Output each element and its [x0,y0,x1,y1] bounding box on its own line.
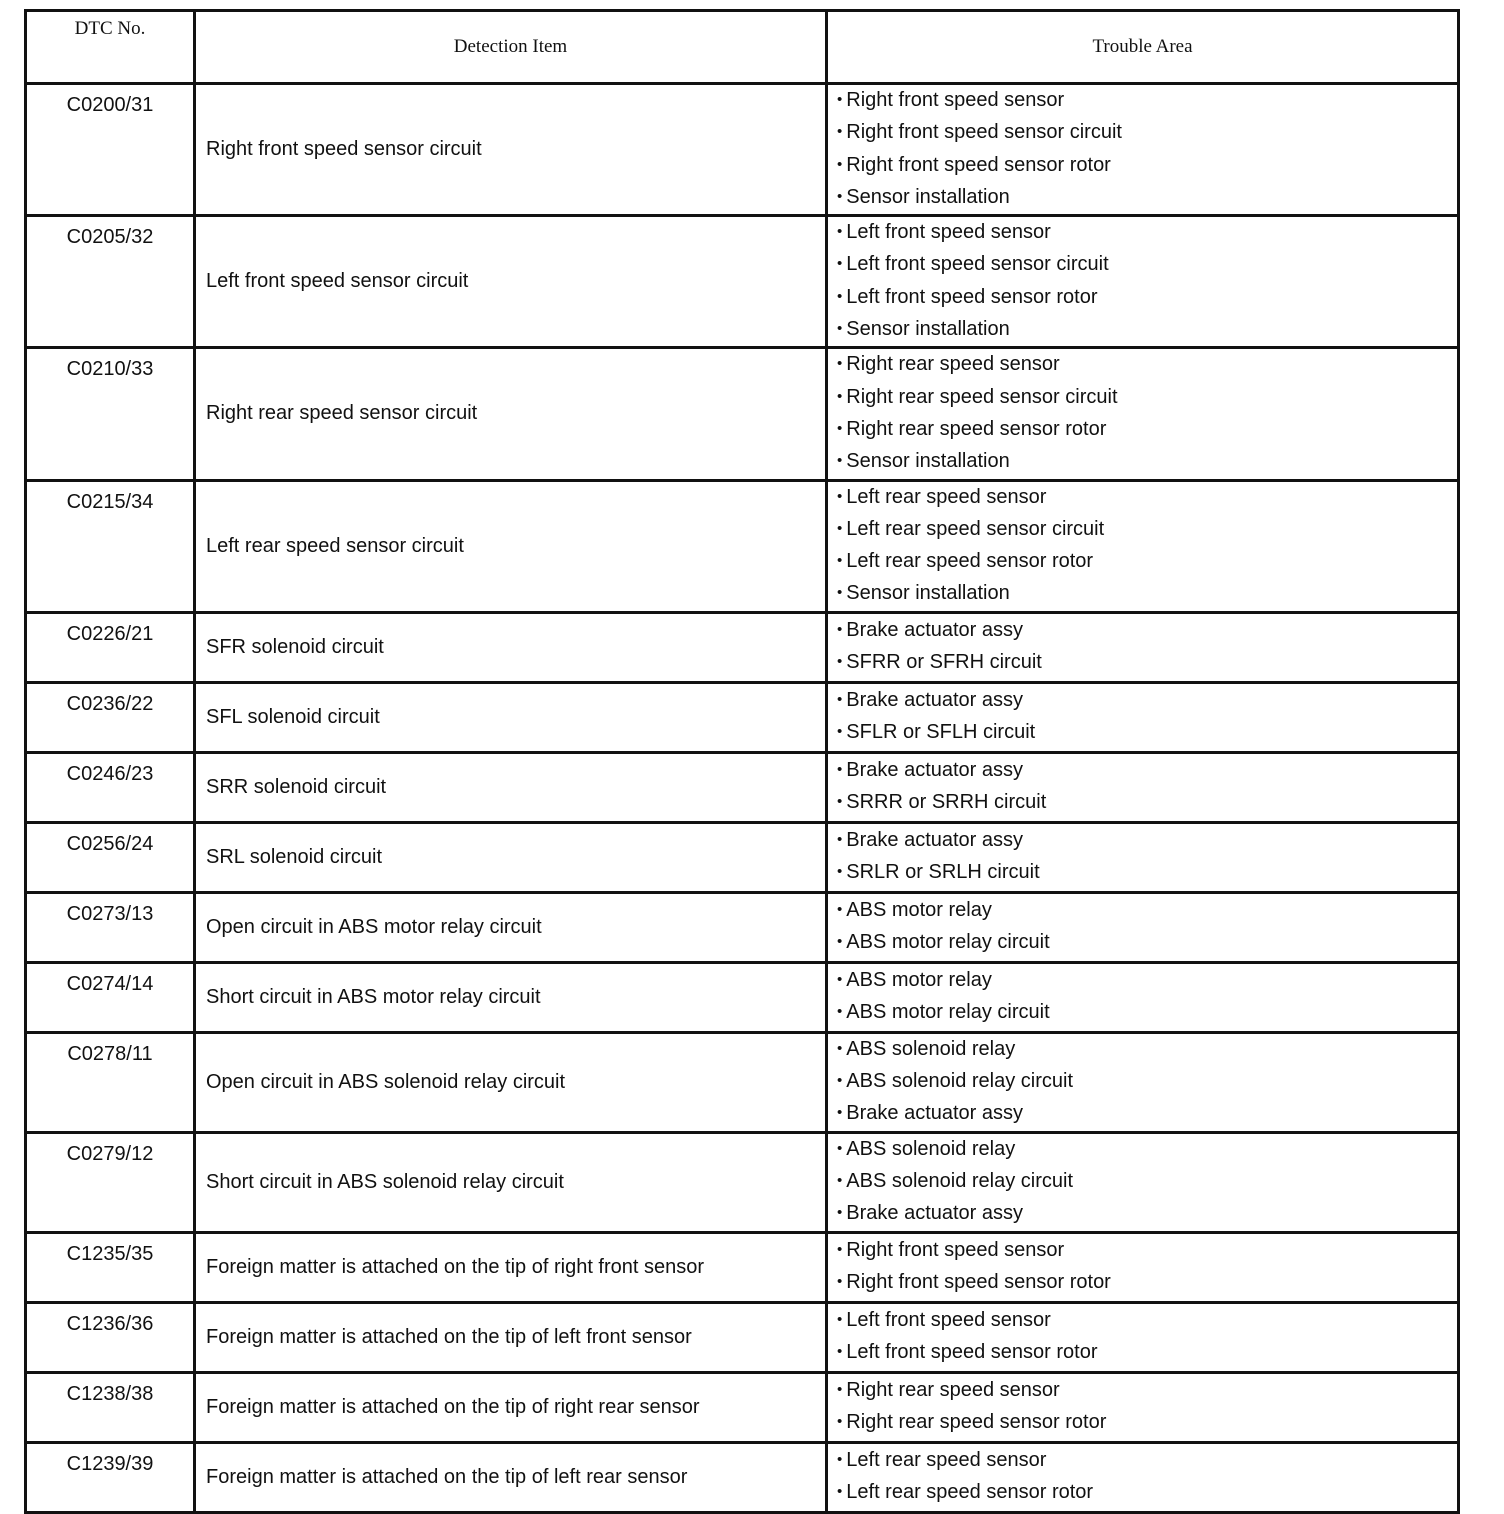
table-row [26,348,1459,480]
dtc-code: C0215/34 [26,480,195,612]
detection-item: Left front speed sensor circuit [195,216,827,348]
dtc-code: C0274/14 [26,962,195,1032]
trouble-area-text: Right rear speed sensor [846,1378,1060,1401]
trouble-area-text: SRRR or SRRH circuit [846,791,1047,814]
bullet-icon: • [837,187,843,205]
detection-item: Right front speed sensor circuit [195,84,827,216]
bullet-icon: • [837,690,843,708]
bullet-icon: • [837,1380,843,1398]
trouble-area-text: Left rear speed sensor circuit [846,517,1105,540]
trouble-area-item [837,1267,1457,1299]
trouble-area-item [837,482,1457,514]
trouble-area-item [837,717,1457,749]
bullet-icon: • [837,1450,843,1468]
dtc-code: C1235/35 [26,1232,195,1302]
trouble-area [827,1302,1459,1372]
trouble-area-text: ABS motor relay [846,898,992,921]
detection-item: Short circuit in ABS solenoid relay circuit [195,1132,827,1232]
bullet-icon: • [837,320,843,338]
trouble-area-text: Left front speed sensor rotor [846,1341,1098,1364]
trouble-area-item [837,1034,1457,1066]
table-row [26,1132,1459,1232]
trouble-area-item [837,182,1457,214]
trouble-area-item [837,546,1457,578]
trouble-area-item [837,787,1457,819]
detection-item: SFR solenoid circuit [195,612,827,682]
dtc-code: C0246/23 [26,752,195,822]
dtc-code: C0256/24 [26,822,195,892]
table-row [26,612,1459,682]
dtc-code: C0205/32 [26,216,195,348]
table-row [26,216,1459,348]
trouble-area-item [837,857,1457,889]
trouble-area [827,216,1459,348]
trouble-area-text: Left rear speed sensor [846,485,1047,508]
bullet-icon: • [837,793,843,811]
bullet-icon: • [837,863,843,881]
bullet-icon: • [837,584,843,602]
table-row [26,1372,1459,1442]
trouble-area-item [837,927,1457,959]
trouble-area-text: Left front speed sensor [846,1308,1051,1331]
trouble-area-text: Right front speed sensor circuit [846,121,1122,144]
trouble-area [827,892,1459,962]
dtc-code: C1236/36 [26,1302,195,1372]
dtc-code: C1238/38 [26,1372,195,1442]
trouble-area-text: Left rear speed sensor [846,1448,1047,1471]
trouble-area-text: SRLR or SRLH circuit [846,861,1040,884]
dtc-table [24,9,1460,1514]
trouble-area-item [837,1198,1457,1230]
table-row [26,682,1459,752]
dtc-code: C0279/12 [26,1132,195,1232]
bullet-icon: • [837,1483,843,1501]
bullet-icon: • [837,1139,843,1157]
header-trouble-area: Trouble Area [827,11,1459,84]
bullet-icon: • [837,355,843,373]
table-row [26,1232,1459,1302]
trouble-area-item [837,382,1457,414]
table-row [26,1302,1459,1372]
trouble-area-text: Right front speed sensor rotor [846,1271,1111,1294]
bullet-icon: • [837,1171,843,1189]
trouble-area-item [837,414,1457,446]
trouble-area-item [837,514,1457,546]
bullet-icon: • [837,223,843,241]
trouble-area-item [837,1337,1457,1369]
table-row [26,1442,1459,1512]
table-row [26,892,1459,962]
dtc-code: C0210/33 [26,348,195,480]
trouble-area-text: Sensor installation [846,318,1010,341]
trouble-area-text: Sensor installation [846,582,1010,605]
trouble-area [827,1442,1459,1512]
trouble-area-text: Left front speed sensor rotor [846,285,1098,308]
trouble-area-text: ABS solenoid relay [846,1037,1016,1060]
bullet-icon: • [837,900,843,918]
bullet-icon: • [837,1003,843,1021]
trouble-area-text: ABS solenoid relay circuit [846,1070,1074,1093]
bullet-icon: • [837,1310,843,1328]
bullet-icon: • [837,760,843,778]
dtc-code: C0273/13 [26,892,195,962]
bullet-icon: • [837,620,843,638]
trouble-area-item [837,997,1457,1029]
trouble-area-text: ABS solenoid relay [846,1137,1016,1160]
trouble-area [827,480,1459,612]
detection-item: Open circuit in ABS motor relay circuit [195,892,827,962]
dtc-code: C0226/21 [26,612,195,682]
trouble-area-item [837,1407,1457,1439]
bullet-icon: • [837,1204,843,1222]
bullet-icon: • [837,1072,843,1090]
bullet-icon: • [837,970,843,988]
detection-item: Left rear speed sensor circuit [195,480,827,612]
bullet-icon: • [837,1240,843,1258]
trouble-area-item [837,446,1457,478]
trouble-area-text: Brake actuator assy [846,688,1024,711]
bullet-icon: • [837,552,843,570]
table-row [26,84,1459,216]
detection-item: Short circuit in ABS motor relay circuit [195,962,827,1032]
bullet-icon: • [837,452,843,470]
trouble-area-item [837,282,1457,314]
table-row [26,962,1459,1032]
detection-item: Right rear speed sensor circuit [195,348,827,480]
trouble-area-text: Sensor installation [846,185,1010,208]
dtc-code: C0200/31 [26,84,195,216]
trouble-area-item [837,647,1457,679]
trouble-area-text: Right rear speed sensor [846,353,1060,376]
trouble-area [827,752,1459,822]
trouble-area-text: Left rear speed sensor rotor [846,1481,1094,1504]
table-row [26,752,1459,822]
trouble-area-text: Brake actuator assy [846,1102,1024,1125]
trouble-area [827,84,1459,216]
trouble-area [827,1032,1459,1132]
bullet-icon: • [837,287,843,305]
trouble-area-item [837,825,1457,857]
detection-item: Foreign matter is attached on the tip of right rear sensor [195,1372,827,1442]
trouble-area-text: ABS motor relay [846,968,992,991]
trouble-area-text: ABS motor relay circuit [846,931,1050,954]
bullet-icon: • [837,255,843,273]
bullet-icon: • [837,1039,843,1057]
trouble-area [827,1372,1459,1442]
bullet-icon: • [837,1104,843,1122]
trouble-area-item [837,1166,1457,1198]
bullet-icon: • [837,519,843,537]
trouble-area [827,348,1459,480]
trouble-area-text: ABS motor relay circuit [846,1001,1050,1024]
trouble-area-text: SFRR or SFRH circuit [846,651,1042,674]
trouble-area [827,612,1459,682]
bullet-icon: • [837,653,843,671]
trouble-area-item [837,217,1457,249]
trouble-area-text: ABS solenoid relay circuit [846,1169,1074,1192]
bullet-icon: • [837,933,843,951]
trouble-area-item [837,1477,1457,1509]
bullet-icon: • [837,1273,843,1291]
detection-item: SRR solenoid circuit [195,752,827,822]
trouble-area-text: Left front speed sensor [846,221,1051,244]
trouble-area [827,822,1459,892]
bullet-icon: • [837,387,843,405]
trouble-area-text: Left front speed sensor circuit [846,253,1109,276]
trouble-area-text: Right rear speed sensor rotor [846,1411,1107,1434]
bullet-icon: • [837,487,843,505]
dtc-code: C0236/22 [26,682,195,752]
trouble-area [827,962,1459,1032]
trouble-area-text: Right front speed sensor rotor [846,153,1111,176]
trouble-area-text: Brake actuator assy [846,618,1024,641]
bullet-icon: • [837,723,843,741]
trouble-area-item [837,117,1457,149]
trouble-area-item [837,755,1457,787]
table-body [26,84,1459,1513]
bullet-icon: • [837,1413,843,1431]
bullet-icon: • [837,123,843,141]
trouble-area-item [837,1305,1457,1337]
bullet-icon: • [837,91,843,108]
trouble-area-text: Right rear speed sensor circuit [846,385,1118,408]
bullet-icon: • [837,419,843,437]
header-dtc-no: DTC No. [26,11,195,84]
detection-item: Foreign matter is attached on the tip of left front sensor [195,1302,827,1372]
header-detection-item: Detection Item [195,11,827,84]
trouble-area-item [837,150,1457,182]
trouble-area-item [837,349,1457,381]
trouble-area-item [837,85,1457,117]
trouble-area-item [837,615,1457,647]
trouble-area-text: Right front speed sensor [846,1238,1065,1261]
table-row [26,1032,1459,1132]
trouble-area [827,1132,1459,1232]
trouble-area [827,1232,1459,1302]
table-row [26,480,1459,612]
trouble-area-text: Right rear speed sensor rotor [846,417,1107,440]
dtc-code: C1239/39 [26,1442,195,1512]
trouble-area-item [837,1066,1457,1098]
detection-item: SFL solenoid circuit [195,682,827,752]
trouble-area-item [837,578,1457,610]
trouble-area-text: Brake actuator assy [846,1202,1024,1225]
trouble-area [827,682,1459,752]
trouble-area-item [837,249,1457,281]
detection-item: Foreign matter is attached on the tip of right front sensor [195,1232,827,1302]
trouble-area-text: Left rear speed sensor rotor [846,550,1094,573]
trouble-area-item [837,965,1457,997]
trouble-area-item [837,895,1457,927]
trouble-area-text: Brake actuator assy [846,828,1024,851]
header-row [26,11,1459,84]
bullet-icon: • [837,1343,843,1361]
detection-item: Foreign matter is attached on the tip of left rear sensor [195,1442,827,1512]
trouble-area-item [837,1235,1457,1267]
trouble-area-text: Brake actuator assy [846,758,1024,781]
dtc-code: C0278/11 [26,1032,195,1132]
bullet-icon: • [837,830,843,848]
trouble-area-text: SFLR or SFLH circuit [846,721,1036,744]
trouble-area-text: Right front speed sensor [846,89,1065,111]
bullet-icon: • [837,155,843,173]
trouble-area-item [837,685,1457,717]
trouble-area-item [837,1098,1457,1130]
trouble-area-item [837,1134,1457,1166]
table-row [26,822,1459,892]
detection-item: Open circuit in ABS solenoid relay circuit [195,1032,827,1132]
trouble-area-item [837,1375,1457,1407]
trouble-area-item [837,1445,1457,1477]
trouble-area-item [837,314,1457,346]
trouble-area-text: Sensor installation [846,450,1010,473]
detection-item: SRL solenoid circuit [195,822,827,892]
